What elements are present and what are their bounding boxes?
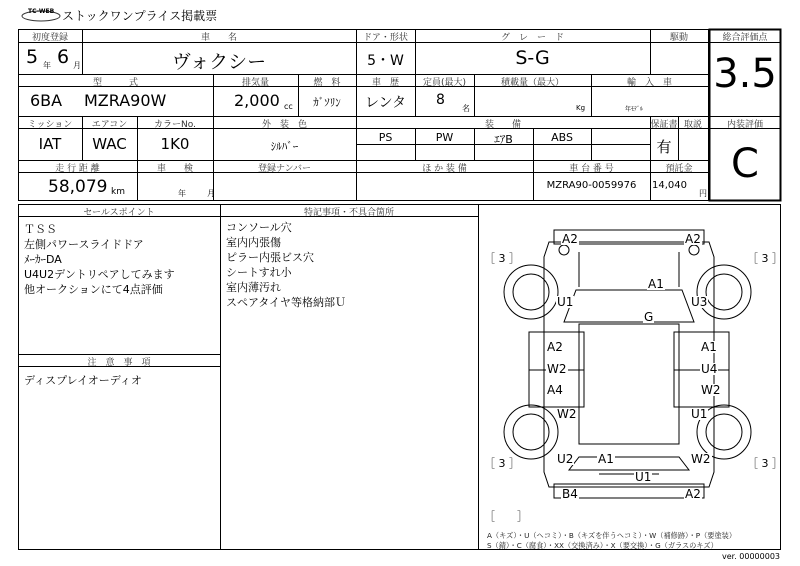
damage-mark: W2 bbox=[557, 407, 577, 421]
aircon-label: エアコン bbox=[91, 120, 128, 130]
inspection-label: 車 検 bbox=[156, 164, 193, 174]
mileage-label: 走 行 距 離 bbox=[55, 164, 100, 174]
damage-mark: U1 bbox=[635, 470, 652, 484]
mileage-unit: km bbox=[111, 187, 125, 197]
mileage: 58,079 bbox=[48, 177, 108, 197]
chassis-no: MZRA90-0059976 bbox=[546, 180, 637, 191]
list-item: 室内内張傷 bbox=[226, 236, 281, 249]
grade: S-G bbox=[515, 47, 550, 69]
list-item: ﾒｰｶｰDA bbox=[24, 253, 62, 266]
load-unit: Kg bbox=[576, 104, 586, 112]
remarks-label: 特記事項・不具合箇所 bbox=[303, 208, 394, 218]
model-prefix: 6BA bbox=[30, 91, 63, 110]
color-no-label: カラーNo. bbox=[154, 120, 196, 130]
damage-mark: B4 bbox=[562, 487, 578, 501]
displacement-label: 排気量 bbox=[241, 78, 269, 88]
import-label: 輸 入 車 bbox=[626, 78, 672, 88]
equipment-1: PS bbox=[378, 131, 393, 144]
list-item: ピラー内張ビス穴 bbox=[226, 251, 314, 264]
fuel-label: 燃 料 bbox=[313, 78, 341, 88]
remarks-list bbox=[226, 220, 346, 310]
other-equipment-label: ほ か 装 備 bbox=[422, 164, 467, 174]
capacity: 8 bbox=[436, 92, 445, 108]
exterior-color-label: 外 装 色 bbox=[261, 120, 307, 130]
manual-label: 取説 bbox=[683, 120, 702, 130]
displacement: 2,000 bbox=[234, 91, 280, 110]
damage-mark: A2 bbox=[547, 340, 563, 354]
load-label: 積載量（最大） bbox=[500, 78, 564, 88]
recycle-label: 預託金 bbox=[665, 164, 693, 174]
page-title: ストックワンプライス掲載票 bbox=[62, 9, 218, 23]
list-item: ＴＳＳ bbox=[24, 223, 57, 236]
recycle: 14,040 bbox=[652, 180, 687, 191]
mission: IAT bbox=[38, 135, 62, 153]
damage-legend-line1: A（キズ）・U（ヘコミ）・B（キズを伴うヘコミ）・W（補修跡）・P（要塗装） bbox=[487, 531, 737, 540]
history: レンタ bbox=[364, 95, 407, 111]
equipment-4: ABS bbox=[551, 131, 573, 144]
sales-points-list bbox=[24, 222, 175, 297]
list-item: シートすれ小 bbox=[226, 266, 292, 279]
list-item: 左側パワースライドドア bbox=[24, 238, 144, 251]
damage-mark: A2 bbox=[562, 232, 578, 246]
plate-label: 登録ナンバー bbox=[258, 164, 311, 174]
list-item: スペアタイヤ等格納部Ｕ bbox=[226, 296, 347, 309]
fuel: ｶﾞｿﾘﾝ bbox=[313, 96, 341, 109]
overall-score-label: 総合評価点 bbox=[722, 33, 768, 43]
reg-year: 5 bbox=[26, 46, 39, 68]
car-diagram-icon bbox=[479, 212, 779, 512]
drive-label: 駆動 bbox=[669, 33, 688, 43]
damage-mark: U2 bbox=[557, 452, 574, 466]
notes-list bbox=[24, 373, 142, 388]
damage-mark: A2 bbox=[685, 487, 701, 501]
damage-mark: W2 bbox=[701, 383, 721, 397]
damage-mark: A1 bbox=[701, 340, 717, 354]
damage-mark: A2 bbox=[685, 232, 701, 246]
damage-mark: W2 bbox=[547, 362, 567, 376]
exterior-color: ｼﾙﾊﾞｰ bbox=[270, 140, 299, 153]
diagram-bracket: ［ 3 ］ bbox=[747, 457, 783, 470]
door-shape: 5・W bbox=[367, 53, 404, 69]
equipment-2: PW bbox=[435, 131, 454, 144]
grade-label: グ レ ー ド bbox=[500, 33, 564, 43]
reg-month-unit: 月 bbox=[73, 61, 81, 70]
damage-mark: A4 bbox=[547, 383, 563, 397]
inspection-year-unit: 年 bbox=[178, 189, 186, 198]
equipment-label: 装 備 bbox=[484, 120, 521, 130]
damage-mark: U3 bbox=[691, 295, 708, 309]
aircon: WAC bbox=[92, 135, 127, 153]
damage-mark: W2 bbox=[691, 452, 711, 466]
damage-mark: A1 bbox=[648, 277, 664, 291]
model: MZRA90W bbox=[84, 91, 167, 110]
diagram-bracket: ［ 3 ］ bbox=[484, 252, 520, 265]
chassis-no-label: 車 台 番 号 bbox=[569, 164, 614, 174]
inspection-month-unit: 月 bbox=[207, 189, 215, 198]
capacity-label: 定員(最大) bbox=[422, 78, 467, 88]
logo-text: TC-WEB bbox=[28, 8, 55, 15]
version-text: ver. 00000003 bbox=[721, 552, 780, 561]
list-item: ディスプレイオーディオ bbox=[24, 374, 142, 387]
damage-mark: G bbox=[644, 310, 654, 324]
equipment-3: ｴｱB bbox=[494, 133, 513, 146]
capacity-unit: 名 bbox=[462, 104, 470, 113]
damage-mark: U4 bbox=[701, 362, 718, 376]
list-item: U4U2デントリペアしてみます bbox=[24, 268, 175, 281]
list-item: コンソール穴 bbox=[226, 221, 292, 234]
model-label: 型 式 bbox=[92, 78, 138, 88]
reg-year-unit: 年 bbox=[43, 61, 51, 70]
diagram-bracket: ［ 3 ］ bbox=[484, 457, 520, 470]
mission-label: ミッション bbox=[27, 120, 73, 130]
car-name: ヴォクシー bbox=[171, 51, 267, 73]
interior-score-label: 内装評価 bbox=[726, 120, 763, 130]
damage-mark: A1 bbox=[598, 452, 614, 466]
first-reg-label: 初度登録 bbox=[31, 33, 68, 43]
interior-score: C bbox=[731, 141, 759, 187]
history-label: 車 歴 bbox=[371, 78, 399, 88]
reg-month: 6 bbox=[57, 46, 70, 68]
diagram-bracket: ［ ］ bbox=[484, 510, 528, 523]
import-unit: 年ﾓﾃﾞﾙ bbox=[625, 106, 644, 113]
list-item: 他オークションにて4点評価 bbox=[24, 283, 163, 296]
damage-mark: U1 bbox=[691, 407, 708, 421]
list-item: 室内薄汚れ bbox=[226, 281, 281, 294]
displacement-unit: cc bbox=[284, 102, 293, 111]
recycle-unit: 円 bbox=[699, 189, 707, 198]
overall-score: 3.5 bbox=[713, 51, 777, 97]
diagram-bracket: ［ 3 ］ bbox=[747, 252, 783, 265]
door-shape-label: ドア・形状 bbox=[363, 33, 408, 43]
damage-mark: U1 bbox=[557, 295, 574, 309]
notes-label: 注 意 事 項 bbox=[87, 358, 151, 368]
sales-point-label: セールスポイント bbox=[83, 208, 155, 218]
color-no: 1K0 bbox=[160, 135, 190, 153]
car-name-label: 車 名 bbox=[200, 33, 237, 43]
warranty: 有 bbox=[656, 138, 672, 156]
damage-legend-line2: S（錆）・C（腐食）・XX（交換済み）・X（要交換）・G（ガラスのキズ） bbox=[487, 541, 718, 550]
warranty-label: 保証書 bbox=[650, 120, 678, 130]
